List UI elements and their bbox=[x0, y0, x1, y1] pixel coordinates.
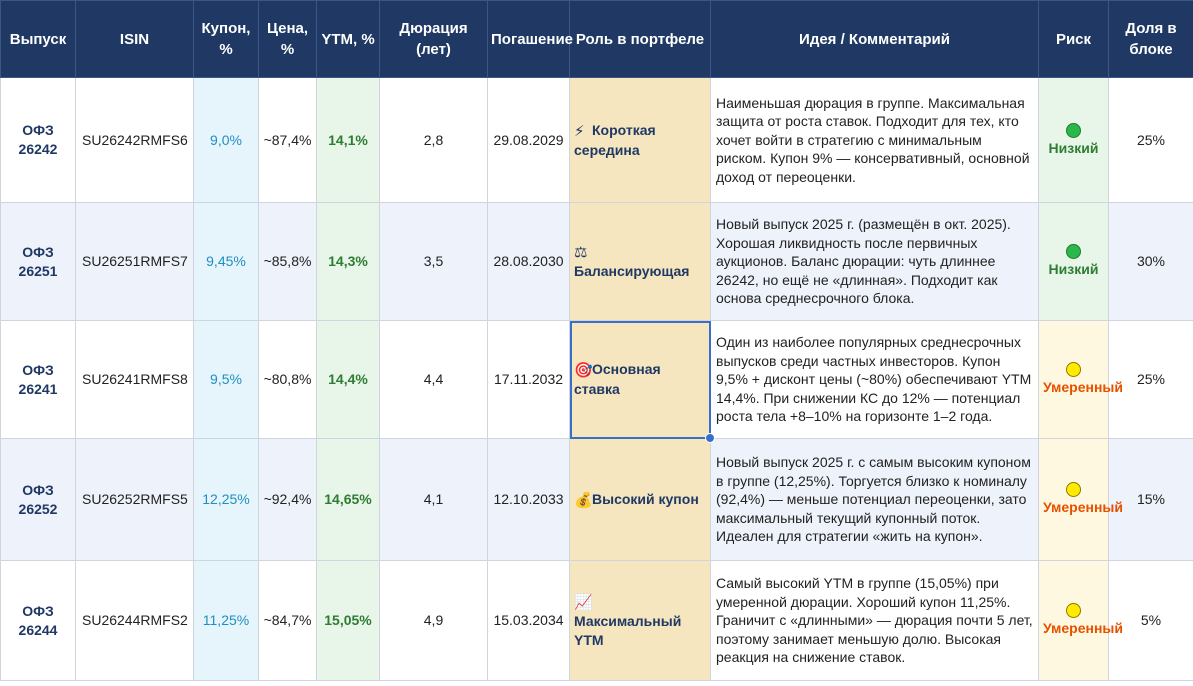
cell-isin[interactable]: SU26242RMFS6 bbox=[76, 78, 194, 203]
scales-icon: ⚖ bbox=[574, 244, 588, 261]
cell-role[interactable] bbox=[570, 78, 711, 203]
table-row bbox=[1, 78, 1193, 203]
cell-role[interactable] bbox=[570, 561, 711, 681]
cell-maturity[interactable]: 15.03.2034 bbox=[488, 561, 570, 681]
cell-duration[interactable]: 4,9 bbox=[380, 561, 488, 681]
money-bag-icon: 💰 bbox=[574, 491, 593, 509]
cell-ytm[interactable]: 14,3% bbox=[317, 203, 380, 321]
cell-maturity[interactable]: 28.08.2030 bbox=[488, 203, 570, 321]
risk-moderate-dot-icon bbox=[1066, 482, 1081, 497]
risk-label: Низкий bbox=[1048, 261, 1099, 277]
cell-maturity[interactable]: 29.08.2029 bbox=[488, 78, 570, 203]
table-row bbox=[1, 321, 1193, 439]
cell-maturity[interactable]: 12.10.2033 bbox=[488, 439, 570, 561]
risk-low-dot-icon bbox=[1066, 244, 1081, 259]
cell-maturity[interactable]: 17.11.2032 bbox=[488, 321, 570, 439]
role-label: Основная ставка bbox=[574, 361, 661, 397]
cell-duration[interactable]: 4,4 bbox=[380, 321, 488, 439]
cell-risk[interactable] bbox=[1039, 439, 1123, 561]
cell-share[interactable]: 15% bbox=[1109, 439, 1193, 561]
cell-idea[interactable]: Наименьшая дюрация в группе. Максимальная защита от роста ставок. Подходит для тех, кто хочет войти в стратегию с минимальным риском. Купон 9% — консервативный, основной доход от переоценки. bbox=[711, 78, 1039, 203]
cell-isin[interactable]: SU26252RMFS5 bbox=[76, 439, 194, 561]
header-maturity[interactable]: Погашение bbox=[488, 1, 570, 78]
risk-label: Низкий bbox=[1048, 139, 1099, 156]
header-coupon[interactable]: Купон, % bbox=[194, 1, 259, 78]
header-duration[interactable]: Дюрация (лет) bbox=[380, 1, 488, 78]
table-row bbox=[1, 561, 1193, 681]
cell-role[interactable] bbox=[570, 439, 711, 561]
cell-coupon[interactable]: 9,0% bbox=[194, 78, 259, 203]
header-idea[interactable]: Идея / Комментарий bbox=[711, 1, 1039, 78]
cell-duration[interactable]: 2,8 bbox=[380, 78, 488, 203]
cell-idea[interactable]: Самый высокий YTM в группе (15,05%) при умеренной дюрации. Хороший купон 11,25%. Граничит с «длинными» — дюрация почти 5 лет, поэтому занимает меньшую долю. Высокая реакция на снижение ставок. bbox=[711, 561, 1039, 681]
header-role[interactable]: Роль в портфеле bbox=[570, 1, 711, 78]
risk-label: Умеренный bbox=[1043, 379, 1123, 395]
cell-price[interactable]: ~84,7% bbox=[259, 561, 317, 681]
header-share[interactable]: Доля в блоке bbox=[1109, 1, 1193, 78]
cell-duration[interactable]: 3,5 bbox=[380, 203, 488, 321]
cell-coupon[interactable]: 9,45% bbox=[194, 203, 259, 321]
selection-fill-handle[interactable] bbox=[705, 433, 715, 443]
role-label: Высокий купон bbox=[592, 490, 699, 507]
cell-isin[interactable]: SU26241RMFS8 bbox=[76, 321, 194, 439]
cell-coupon[interactable]: 12,25% bbox=[194, 439, 259, 561]
cell-price[interactable]: ~87,4% bbox=[259, 78, 317, 203]
chart-up-icon: 📈 bbox=[574, 593, 593, 611]
risk-moderate-dot-icon bbox=[1066, 362, 1081, 377]
cell-share[interactable]: 30% bbox=[1109, 203, 1193, 321]
header-risk[interactable]: Риск bbox=[1039, 1, 1109, 78]
table-body bbox=[1, 78, 1193, 681]
risk-label: Умеренный bbox=[1043, 620, 1123, 636]
risk-moderate-dot-icon bbox=[1066, 603, 1081, 618]
cell-issue[interactable]: ОФЗ 26251 bbox=[1, 203, 76, 321]
cell-role[interactable] bbox=[570, 203, 711, 321]
risk-label: Умеренный bbox=[1043, 499, 1123, 515]
cell-ytm[interactable]: 14,1% bbox=[317, 78, 380, 203]
cell-role-selected[interactable] bbox=[570, 321, 711, 439]
cell-risk[interactable] bbox=[1039, 321, 1123, 439]
header-ytm[interactable]: YTM, % bbox=[317, 1, 380, 78]
cell-ytm[interactable]: 15,05% bbox=[317, 561, 380, 681]
role-label: Короткая середина bbox=[574, 121, 656, 158]
cell-share[interactable]: 5% bbox=[1109, 561, 1193, 681]
risk-low-dot-icon bbox=[1066, 123, 1081, 138]
table-row bbox=[1, 439, 1193, 561]
role-label: Максимальный YTM bbox=[574, 612, 682, 648]
cell-idea[interactable]: Новый выпуск 2025 г. (размещён в окт. 2025). Хорошая ликвидность после первичных аукционов. Баланс дюрации: чуть длиннее 26242, но ещё не «длинная». Подходит как основа среднесрочного блока. bbox=[711, 203, 1039, 321]
header-issue[interactable]: Выпуск bbox=[1, 1, 76, 78]
cell-issue[interactable]: ОФЗ 26241 bbox=[1, 321, 76, 439]
cell-idea[interactable]: Один из наиболее популярных среднесрочных выпусков среди частных инвесторов. Купон 9,5% + дисконт цены (~80%) обеспечивают YTM 14,4%. При снижении КС до 12% — потенциал роста тела +8–10% на горизонте 1–2 года. bbox=[711, 321, 1039, 439]
lightning-icon: ⚡ bbox=[574, 122, 585, 140]
cell-isin[interactable]: SU26251RMFS7 bbox=[76, 203, 194, 321]
cell-share[interactable]: 25% bbox=[1109, 321, 1193, 439]
header-price[interactable]: Цена, % bbox=[259, 1, 317, 78]
cell-duration[interactable]: 4,1 bbox=[380, 439, 488, 561]
cell-issue[interactable]: ОФЗ 26252 bbox=[1, 439, 76, 561]
cell-price[interactable]: ~80,8% bbox=[259, 321, 317, 439]
cell-coupon[interactable]: 11,25% bbox=[194, 561, 259, 681]
cell-idea[interactable]: Новый выпуск 2025 г. с самым высоким купоном в группе (12,25%). Торгуется близко к номиналу (92,4%) — меньше потенциал переоценки, зато максимальный текущий купонный поток. Идеален для стратегии «жить на купон». bbox=[711, 439, 1039, 561]
cell-risk[interactable] bbox=[1039, 203, 1109, 321]
table-header bbox=[1, 1, 1193, 78]
cell-price[interactable]: ~92,4% bbox=[259, 439, 317, 561]
header-row bbox=[1, 1, 1193, 78]
cell-ytm[interactable]: 14,65% bbox=[317, 439, 380, 561]
header-isin[interactable]: ISIN bbox=[76, 1, 194, 78]
cell-isin[interactable]: SU26244RMFS2 bbox=[76, 561, 194, 681]
role-label: Балансирующая bbox=[574, 263, 690, 279]
cell-issue[interactable]: ОФЗ 26244 bbox=[1, 561, 76, 681]
cell-issue[interactable]: ОФЗ 26242 bbox=[1, 78, 76, 203]
cell-risk[interactable] bbox=[1039, 78, 1109, 203]
cell-coupon[interactable]: 9,5% bbox=[194, 321, 259, 439]
target-icon: 🎯 bbox=[574, 362, 593, 379]
cell-risk[interactable] bbox=[1039, 561, 1123, 681]
cell-share[interactable]: 25% bbox=[1109, 78, 1193, 203]
cell-ytm[interactable]: 14,4% bbox=[317, 321, 380, 439]
table-row bbox=[1, 203, 1193, 321]
cell-price[interactable]: ~85,8% bbox=[259, 203, 317, 321]
